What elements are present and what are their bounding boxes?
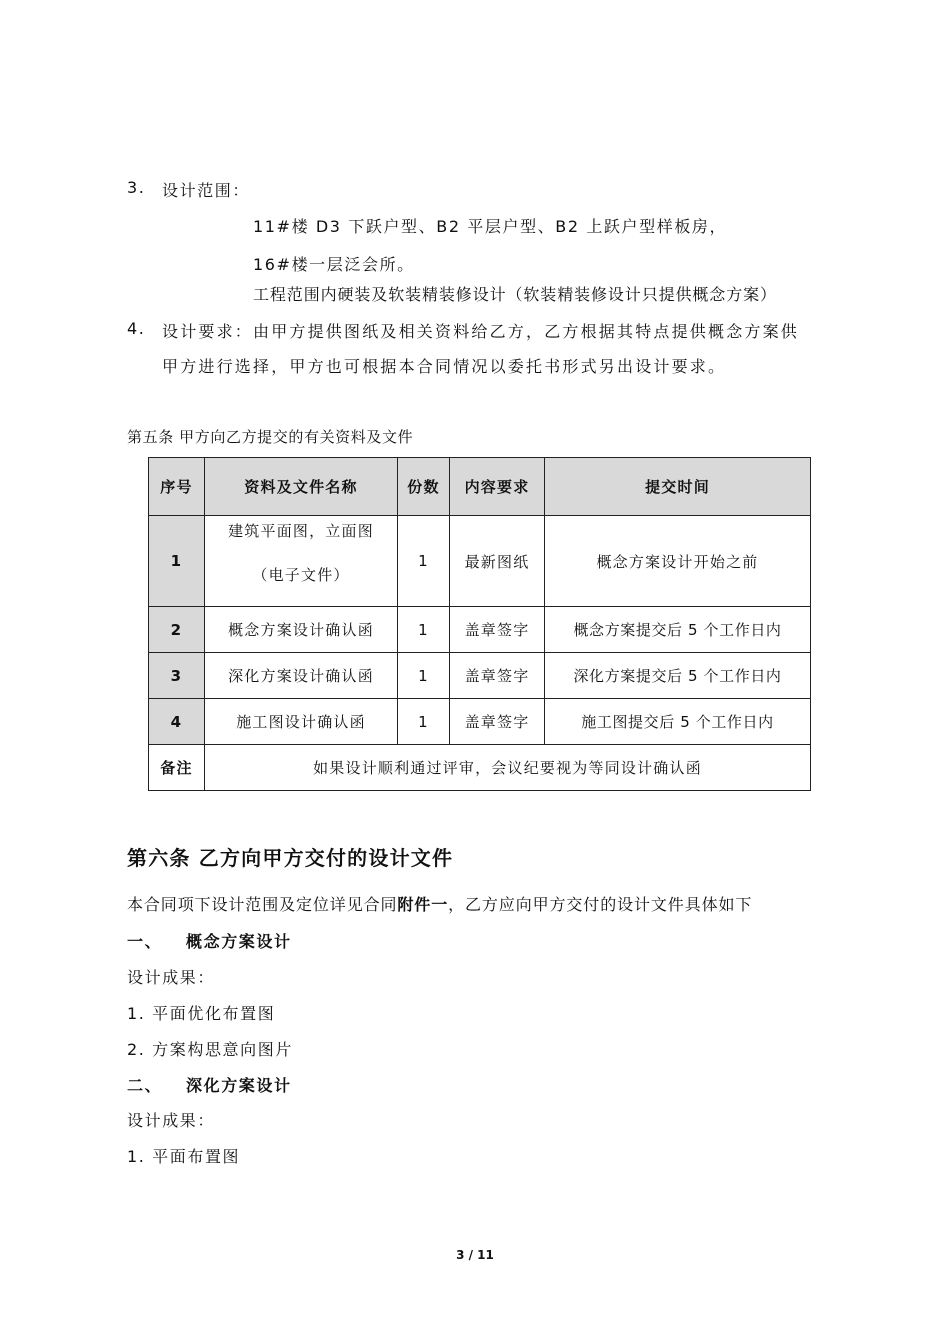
table-row <box>149 699 811 745</box>
intro-appendix: 附件一 <box>397 895 449 914</box>
table-row <box>149 653 811 699</box>
table-note-row <box>149 745 811 791</box>
section1-number: 一、 <box>127 932 163 951</box>
row-copies: 1 <box>398 699 450 745</box>
requirement-number: 4. <box>127 319 146 338</box>
table-row <box>149 607 811 653</box>
section1-item-2: 2. 方案构思意向图片 <box>127 1040 293 1059</box>
requirement-line-1: 设计要求：由甲方提供图纸及相关资料给乙方，乙方根据其特点提供概念方案供 <box>162 322 800 341</box>
header-index: 序号 <box>149 458 205 516</box>
requirement-line-2: 甲方进行选择，甲方也可根据本合同情况以委托书形式另出设计要求。 <box>162 357 727 376</box>
section1-item-1: 1. 平面优化布置图 <box>127 1004 276 1023</box>
scope-number: 3. <box>127 178 146 197</box>
row-time: 施工图提交后 5 个工作日内 <box>545 699 811 745</box>
row-name-line-1: 建筑平面图，立面图 <box>228 522 374 540</box>
scope-line-3: 工程范围内硬装及软装精装修设计（软装精装修设计只提供概念方案） <box>253 285 777 304</box>
documents-table <box>148 457 811 791</box>
section2-title: 深化方案设计 <box>186 1076 292 1095</box>
intro-text-b: ，乙方应向甲方交付的设计文件具体如下 <box>448 895 753 914</box>
section2-number: 二、 <box>127 1076 163 1095</box>
row-requirement: 最新图纸 <box>450 516 545 607</box>
scope-line-2: 16#楼一层泛会所。 <box>253 255 415 274</box>
row-copies: 1 <box>398 607 450 653</box>
note-text: 如果设计顺利通过评审，会议纪要视为等同设计确认函 <box>205 745 811 791</box>
section2-result-label: 设计成果： <box>127 1111 216 1130</box>
row-copies: 1 <box>398 516 450 607</box>
row-requirement: 盖章签字 <box>450 607 545 653</box>
scope-line-1: 11#楼 D3 下跃户型、B2 平层户型、B2 上跃户型样板房， <box>253 217 728 236</box>
header-time: 提交时间 <box>545 458 811 516</box>
article5-title: 第五条 甲方向乙方提交的有关资料及文件 <box>127 428 414 446</box>
table-row <box>149 516 811 607</box>
row-time: 概念方案设计开始之前 <box>545 516 811 607</box>
row-index: 1 <box>149 516 205 607</box>
header-name: 资料及文件名称 <box>205 458 398 516</box>
note-label: 备注 <box>149 745 205 791</box>
article6-title: 第六条 乙方向甲方交付的设计文件 <box>127 846 454 870</box>
intro-text-a: 本合同项下设计范围及定位详见合同 <box>127 895 398 914</box>
table-header-row <box>149 458 811 516</box>
row-time: 深化方案提交后 5 个工作日内 <box>545 653 811 699</box>
article6-intro <box>127 892 752 915</box>
scope-label: 设计范围： <box>162 181 251 200</box>
row-index: 2 <box>149 607 205 653</box>
header-requirement: 内容要求 <box>450 458 545 516</box>
section2-item-1: 1. 平面布置图 <box>127 1147 241 1166</box>
header-copies: 份数 <box>398 458 450 516</box>
row-name <box>205 516 398 607</box>
section1-title: 概念方案设计 <box>186 932 292 951</box>
row-index: 3 <box>149 653 205 699</box>
row-name: 施工图设计确认函 <box>205 699 398 745</box>
row-name-line-2: （电子文件） <box>252 566 350 584</box>
row-index: 4 <box>149 699 205 745</box>
section1-result-label: 设计成果： <box>127 968 216 987</box>
row-requirement: 盖章签字 <box>450 699 545 745</box>
row-name: 深化方案设计确认函 <box>205 653 398 699</box>
row-time: 概念方案提交后 5 个工作日内 <box>545 607 811 653</box>
row-copies: 1 <box>398 653 450 699</box>
row-name: 概念方案设计确认函 <box>205 607 398 653</box>
page-number: 3 / 11 <box>456 1248 494 1262</box>
row-requirement: 盖章签字 <box>450 653 545 699</box>
